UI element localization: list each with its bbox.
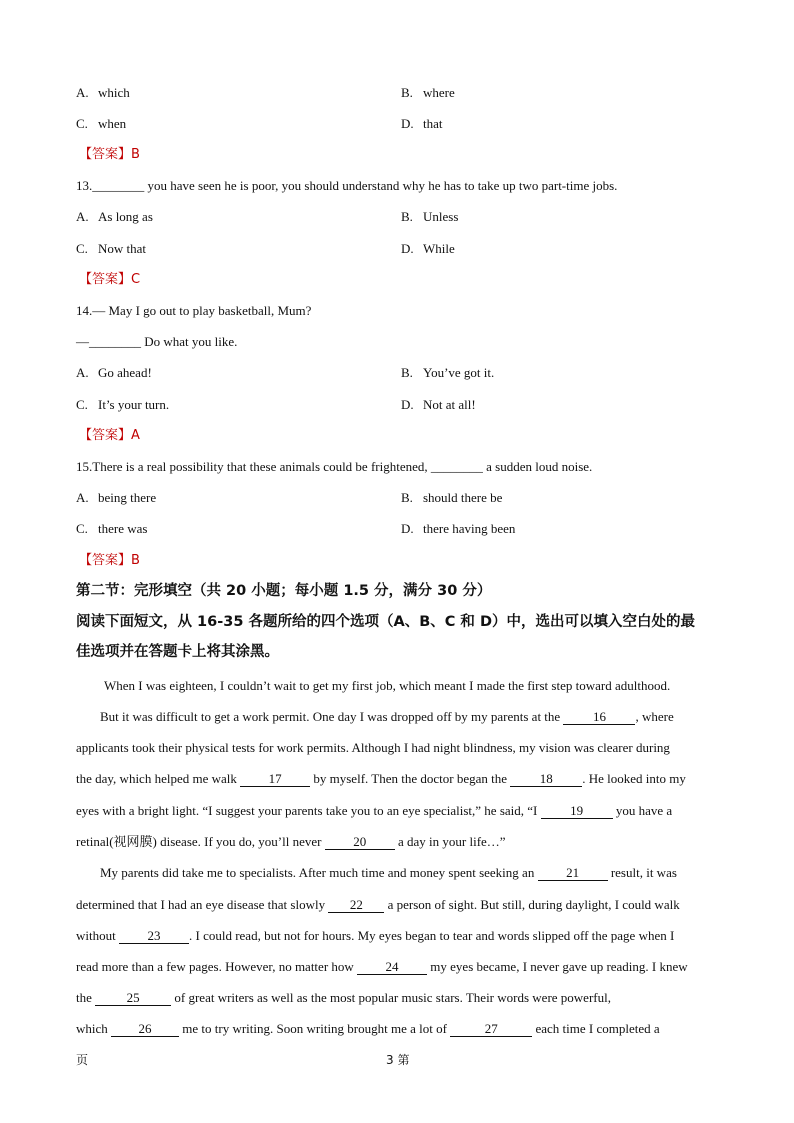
blank-16: 16 — [563, 710, 635, 725]
option-b: B. should there be — [401, 490, 503, 505]
option-c: C. there was — [76, 521, 148, 536]
option-a: A. which — [76, 85, 130, 100]
blank-20: 20 — [325, 835, 395, 850]
passage-line: read more than a few pages. However, no matter how 24 my eyes became, I never gave up reading. I knew — [76, 959, 688, 974]
passage-line: When I was eighteen, I couldn’t wait to get my first job, which meant I made the first step toward adulthood. — [104, 678, 671, 693]
section-instruction: 阅读下面短文，从 16-35 各题所给的四个选项（A、B、C 和 D）中，选出可以填入空白处的最 — [76, 614, 696, 630]
passage-line: which 26 me to try writing. Soon writing brought me a lot of 27 each time I completed a — [76, 1021, 660, 1036]
answer-label: 【答案】B — [79, 553, 140, 568]
option-a: A. As long as — [76, 209, 153, 224]
option-a: A. Go ahead! — [76, 365, 152, 380]
option-b: B. where — [401, 85, 455, 100]
blank-22: 22 — [328, 898, 384, 913]
option-d: D. that — [401, 116, 443, 131]
footer-left: 页 — [76, 1053, 89, 1067]
passage-line: determined that I had an eye disease that slowly 22 a person of sight. But still, during daylight, I could walk — [76, 897, 680, 912]
blank-18: 18 — [510, 772, 582, 787]
blank-25: 25 — [95, 991, 171, 1006]
option-c: C. when — [76, 116, 127, 131]
option-b: B. Unless — [401, 209, 459, 224]
option-d: D. While — [401, 241, 455, 256]
answer-label: 【答案】C — [79, 272, 141, 287]
passage-line: retinal(视网膜) disease. If you do, you’ll never 20 a day in your life…” — [76, 834, 506, 849]
blank-24: 24 — [357, 960, 427, 975]
blank-19: 19 — [541, 804, 613, 819]
question-15-stem: 15.There is a real possibility that these animals could be frightened, ________ a sudden loud noise. — [76, 459, 593, 474]
page-number: 3 第 — [386, 1053, 410, 1067]
answer-label: 【答案】B — [79, 147, 140, 162]
blank-17: 17 — [240, 772, 310, 787]
passage-line: without 23 . I could read, but not for hours. My eyes began to tear and words slipped off the page when I — [76, 928, 675, 943]
option-a: A. being there — [76, 490, 157, 505]
passage-line: But it was difficult to get a work permit. One day I was dropped off by my parents at the 16 , where — [100, 709, 674, 724]
question-14-stem: 14.— May I go out to play basketball, Mum? — [76, 303, 312, 318]
passage-line: applicants took their physical tests for work permits. Although I had night blindness, my vision was clearer during — [76, 740, 670, 755]
blank-21: 21 — [538, 866, 608, 881]
passage-line: the day, which helped me walk 17 by myself. Then the doctor began the 18 . He looked into my — [76, 771, 686, 786]
option-b: B. You’ve got it. — [401, 365, 495, 380]
passage-line: eyes with a bright light. “I suggest your parents take you to an eye specialist,” he said, “I 19 you have a — [76, 803, 673, 818]
answer-label: 【答案】A — [79, 428, 140, 443]
question-13-stem: 13.________ you have seen he is poor, you should understand why he has to take up two part-time jobs. — [76, 178, 618, 193]
section-heading: 第二节：完形填空（共 20 小题；每小题 1.5 分，满分 30 分） — [76, 583, 492, 599]
option-d: D. there having been — [401, 521, 516, 536]
blank-26: 26 — [111, 1022, 179, 1037]
option-c: C. It’s your turn. — [76, 397, 170, 412]
section-instruction: 佳选项并在答题卡上将其涂黑。 — [76, 644, 279, 660]
blank-27: 27 — [450, 1022, 532, 1037]
question-14-reply: —________ Do what you like. — [76, 334, 238, 349]
passage-line: My parents did take me to specialists. After much time and money spent seeking an 21 result, it was — [100, 865, 677, 880]
passage-line: the 25 of great writers as well as the most popular music stars. Their words were powerful, — [76, 990, 611, 1005]
option-c: C. Now that — [76, 241, 147, 256]
option-d: D. Not at all! — [401, 397, 476, 412]
blank-23: 23 — [119, 929, 189, 944]
